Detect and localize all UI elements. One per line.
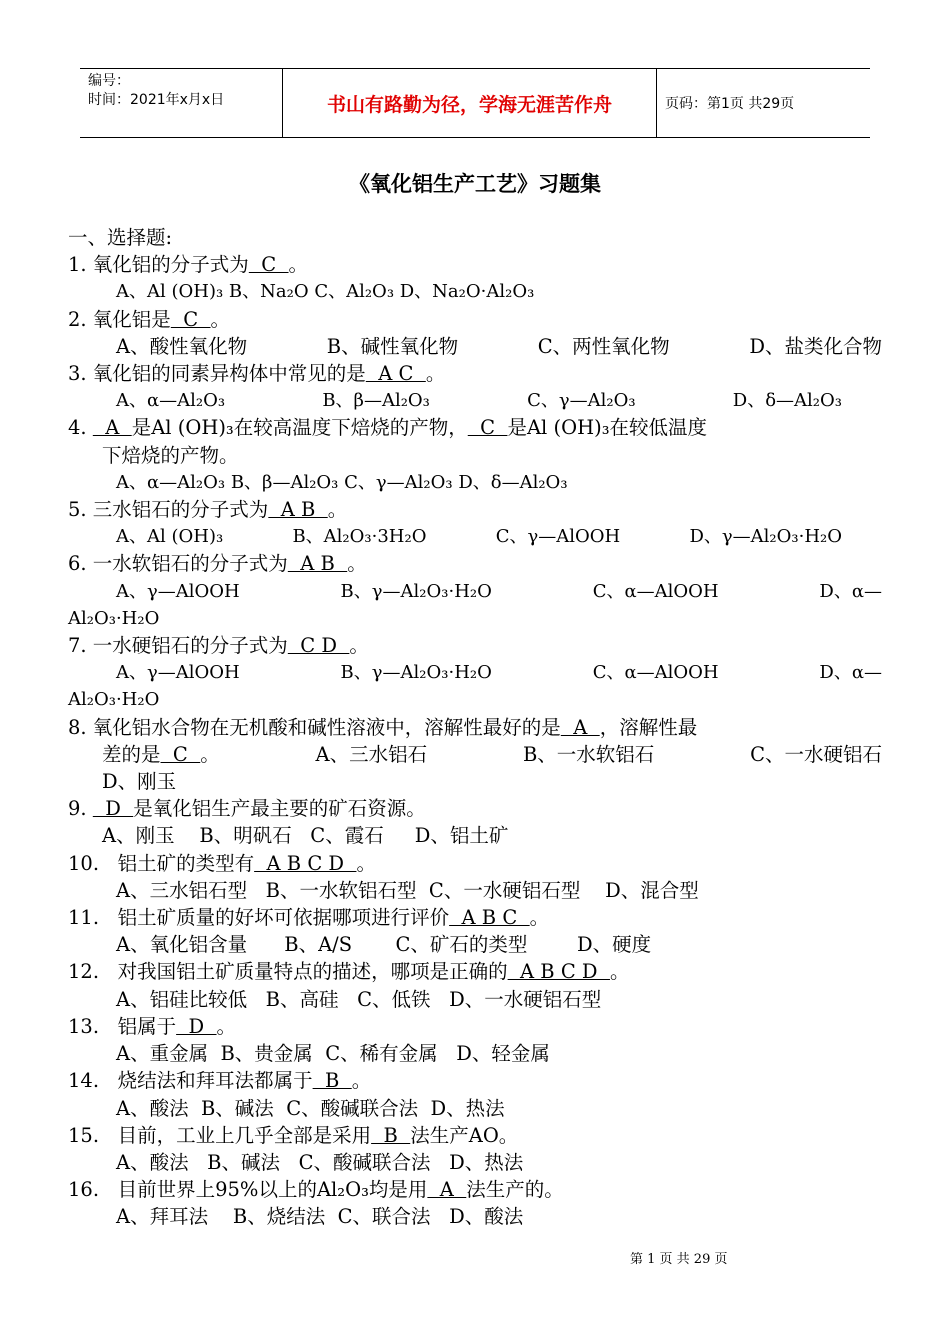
number-label: 编号： — [88, 73, 130, 89]
options-1: A、Al (OH)₃ B、Na₂O C、Al₂O₃ D、Na₂O·Al₂O₃ — [116, 281, 535, 303]
header-info — [80, 69, 280, 137]
options-6-cont: Al₂O₃·H₂O — [68, 607, 160, 629]
answer-7: C D — [287, 634, 350, 658]
question-4-cont: 下焙烧的产物。 — [102, 443, 239, 467]
answer-6: A B — [287, 552, 348, 576]
question-14: 14. 烧结法和拜耳法都属于 B 。 — [68, 1069, 372, 1093]
options-3: A、α—Al₂O₃ B、β—Al₂O₃ C、γ—Al₂O₃ D、δ—Al₂O₃ — [116, 390, 842, 412]
options-7-cont: Al₂O₃·H₂O — [68, 689, 160, 711]
question-15: 15. 目前，工业上几乎全部是采用 B 法生产AO。 — [68, 1123, 519, 1147]
options-6: A、γ—AlOOH B、γ—Al₂O₃·H₂O C、α—AlOOH D、α— — [116, 580, 882, 602]
answer-8b: C — [160, 742, 201, 766]
answer-15: B — [371, 1123, 411, 1147]
options-14: A、酸法 B、碱法 C、酸碱联合法 D、热法 — [116, 1096, 505, 1120]
answer-13: D — [176, 1014, 217, 1038]
header-page-info: 页码：第1页 共29页 — [665, 96, 795, 112]
answer-3: A C — [365, 362, 426, 386]
question-4: 4. A 是Al (OH)₃在较高温度下焙烧的产物， C 是Al (OH)₃在较低温度 — [68, 416, 708, 440]
question-1: 1. 氧化铝的分子式为 C 。 — [68, 253, 309, 277]
question-3: 3. 氧化铝的同素异构体中常见的是 A C 。 — [68, 362, 446, 386]
document-title: 《氧化铝生产工艺》习题集 — [349, 172, 601, 196]
question-11: 11. 铝土矿质量的好坏可依据哪项进行评价 A B C 。 — [68, 906, 550, 930]
question-list — [68, 224, 882, 1231]
answer-12: A B C D — [507, 960, 610, 984]
question-12: 12. 对我国铝土矿质量特点的描述，哪项是正确的 A B C D 。 — [68, 960, 630, 984]
section-heading: 一、选择题: — [68, 226, 173, 249]
options-13: A、重金属 B、贵金属 C、稀有金属 D、轻金属 — [116, 1042, 550, 1066]
answer-14: B — [312, 1069, 352, 1093]
answer-4a: A — [92, 416, 132, 440]
answer-8a: A — [560, 715, 600, 739]
time-label: 时间：2021年x月x日 — [88, 92, 225, 108]
options-10: A、三水铝石型 B、一水软铝石型 C、一水硬铝石型 D、混合型 — [116, 878, 699, 902]
options-9: A、刚玉 B、明矾石 C、霞石 D、铝土矿 — [102, 824, 509, 848]
answer-9: D — [92, 797, 134, 821]
answer-16: A — [427, 1178, 467, 1202]
options-7: A、γ—AlOOH B、γ—Al₂O₃·H₂O C、α—AlOOH D、α— — [116, 662, 882, 684]
answer-2: C — [170, 307, 211, 331]
page-footer: 第 1 页 共 29 页 — [630, 1252, 728, 1267]
options-2: A、酸性氧化物 B、碱性氧化物 C、两性氧化物 D、盐类化合物 — [116, 334, 882, 358]
options-15: A、酸法 B、碱法 C、酸碱联合法 D、热法 — [116, 1150, 524, 1174]
options-5: A、Al (OH)₃ B、Al₂O₃·3H₂O C、γ—AlOOH D、γ—Al₂O₃·H₂O — [116, 526, 842, 548]
answer-10: A B C D — [254, 851, 357, 875]
question-7: 7. 一水硬铝石的分子式为 C D 。 — [68, 634, 369, 658]
question-5: 5. 三水铝石的分子式为 A B 。 — [68, 498, 348, 522]
question-8: 8. 氧化铝水合物在无机酸和碱性溶液中，溶解性最好的是 A ，溶解性最 — [68, 715, 698, 739]
document-header — [80, 68, 870, 138]
options-8-cont: D、刚玉 — [102, 770, 177, 794]
question-9: 9. D 是氧化铝生产最主要的矿石资源。 — [68, 797, 426, 821]
header-motto: 书山有路勤为径，学海无涯苦作舟 — [282, 69, 657, 137]
options-4: A、α—Al₂O₃ B、β—Al₂O₃ C、γ—Al₂O₃ D、δ—Al₂O₃ — [116, 471, 568, 493]
answer-11: A B C — [449, 906, 530, 930]
answer-5: A B — [268, 498, 328, 522]
question-6: 6. 一水软铝石的分子式为 A B 。 — [68, 552, 367, 576]
options-16: A、拜耳法 B、烧结法 C、联合法 D、酸法 — [116, 1205, 524, 1229]
question-13: 13. 铝属于 D 。 — [68, 1014, 237, 1038]
answer-1: C — [248, 253, 289, 277]
answer-4b: C — [467, 416, 508, 440]
options-11: A、氧化铝含量 B、A/S C、矿石的类型 D、硬度 — [116, 933, 652, 957]
question-2: 2. 氧化铝是 C 。 — [68, 307, 231, 331]
question-8-cont: 差的是 C 。 A、三水铝石 B、一水软铝石 C、一水硬铝石 — [102, 742, 882, 766]
options-12: A、铝硅比较低 B、高硅 C、低铁 D、一水硬铝石型 — [116, 987, 602, 1011]
question-10: 10. 铝土矿的类型有 A B C D 。 — [68, 851, 376, 875]
question-16: 16. 目前世界上95%以上的Al₂O₃均是用 A 法生产的。 — [68, 1178, 564, 1202]
